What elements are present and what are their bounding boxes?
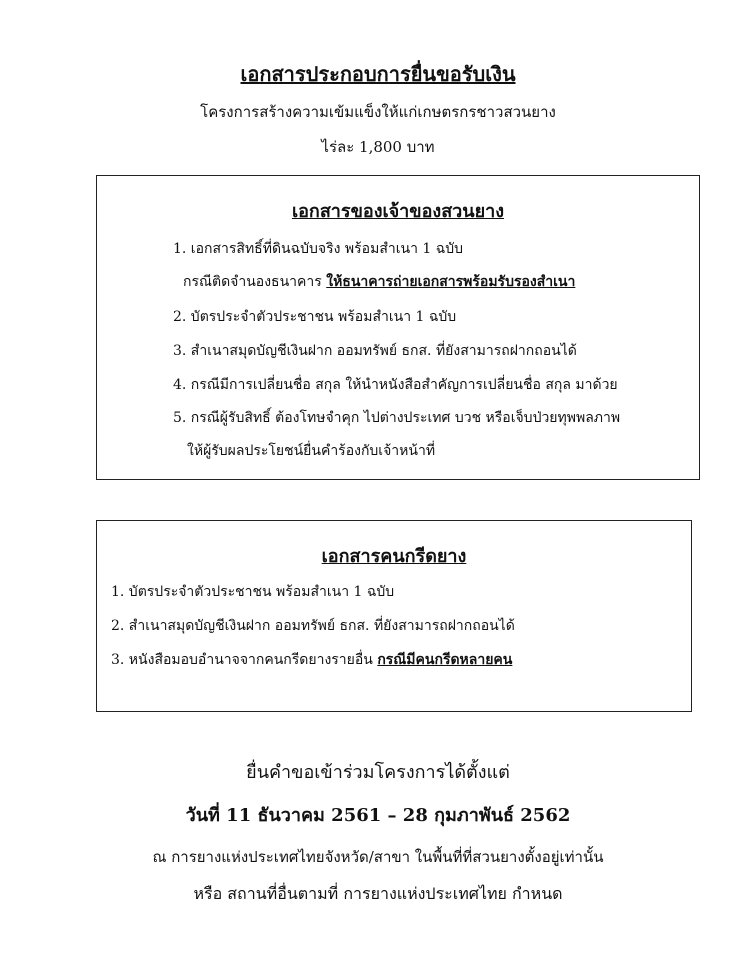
mortgage-note-text: กรณีติดจำนองธนาคาร	[183, 274, 327, 290]
owner-doc-item-5-continued: ให้ผู้รับผลประโยชน์ยื่นคำร้องกับเจ้าหน้าที่	[187, 443, 436, 459]
tapper-documents-title: เอกสารคนกรีดยาง	[321, 546, 467, 567]
tapper-documents-box	[96, 520, 692, 712]
owner-doc-item-4: 4. กรณีมีการเปลี่ยนชื่อ สกุล ให้นำหนังสือสำคัญการเปลี่ยนชื่อ สกุล มาด้วย	[173, 377, 618, 393]
tapper-doc-item-1: 1. บัตรประจำตัวประชาชน พร้อมสำเนา 1 ฉบับ	[111, 584, 395, 600]
owner-doc-item-1-note	[183, 271, 575, 293]
owner-doc-item-5: 5. กรณีผู้รับสิทธิ์ ต้องโทษจำคุก ไปต่างประเทศ บวช หรือเจ็บป่วยทุพพลภาพ	[173, 410, 621, 426]
application-alternative-location: หรือ สถานที่อื่นตามที่ การยางแห่งประเทศไทย กำหนด	[193, 884, 563, 903]
page-title: เอกสารประกอบการยื่นขอรับเงิน	[240, 62, 516, 86]
owner-doc-item-3: 3. สำเนาสมุดบัญชีเงินฝาก ออมทรัพย์ ธกส. ที่ยังสามารถฝากถอนได้	[173, 343, 577, 359]
payment-rate: ไร่ละ 1,800 บาท	[321, 138, 435, 156]
mortgage-note-emphasis: ให้ธนาคารถ่ายเอกสารพร้อมรับรองสำเนา	[326, 274, 576, 290]
application-dates: วันที่ 11 ธันวาคม 2561 – 28 กุมภาพันธ์ 2562	[185, 805, 571, 826]
owner-documents-box	[96, 175, 700, 480]
proxy-letter-text: 3. หนังสือมอบอำนาจจากคนกรีดยางรายอื่น	[111, 652, 378, 668]
multiple-tappers-emphasis: กรณีมีคนกรีดหลายคน	[377, 652, 513, 668]
tapper-doc-item-2: 2. สำเนาสมุดบัญชีเงินฝาก ออมทรัพย์ ธกส. ที่ยังสามารถฝากถอนได้	[111, 618, 515, 634]
tapper-doc-item-3	[111, 649, 512, 671]
application-period-heading: ยื่นคำขอเข้าร่วมโครงการได้ตั้งแต่	[246, 762, 510, 783]
application-location: ณ การยางแห่งประเทศไทยจังหวัด/สาขา ในพื้นที่ที่สวนยางตั้งอยู่เท่านั้น	[152, 848, 604, 866]
owner-doc-item-1: 1. เอกสารสิทธิ์ที่ดินฉบับจริง พร้อมสำเนา 1 ฉบับ	[173, 241, 464, 257]
project-name: โครงการสร้างความเข้มแข็งให้แก่เกษตรกรชาวสวนยาง	[200, 103, 556, 121]
owner-doc-item-2: 2. บัตรประจำตัวประชาชน พร้อมสำเนา 1 ฉบับ	[173, 309, 457, 325]
owner-documents-title: เอกสารของเจ้าของสวนยาง	[291, 201, 505, 222]
